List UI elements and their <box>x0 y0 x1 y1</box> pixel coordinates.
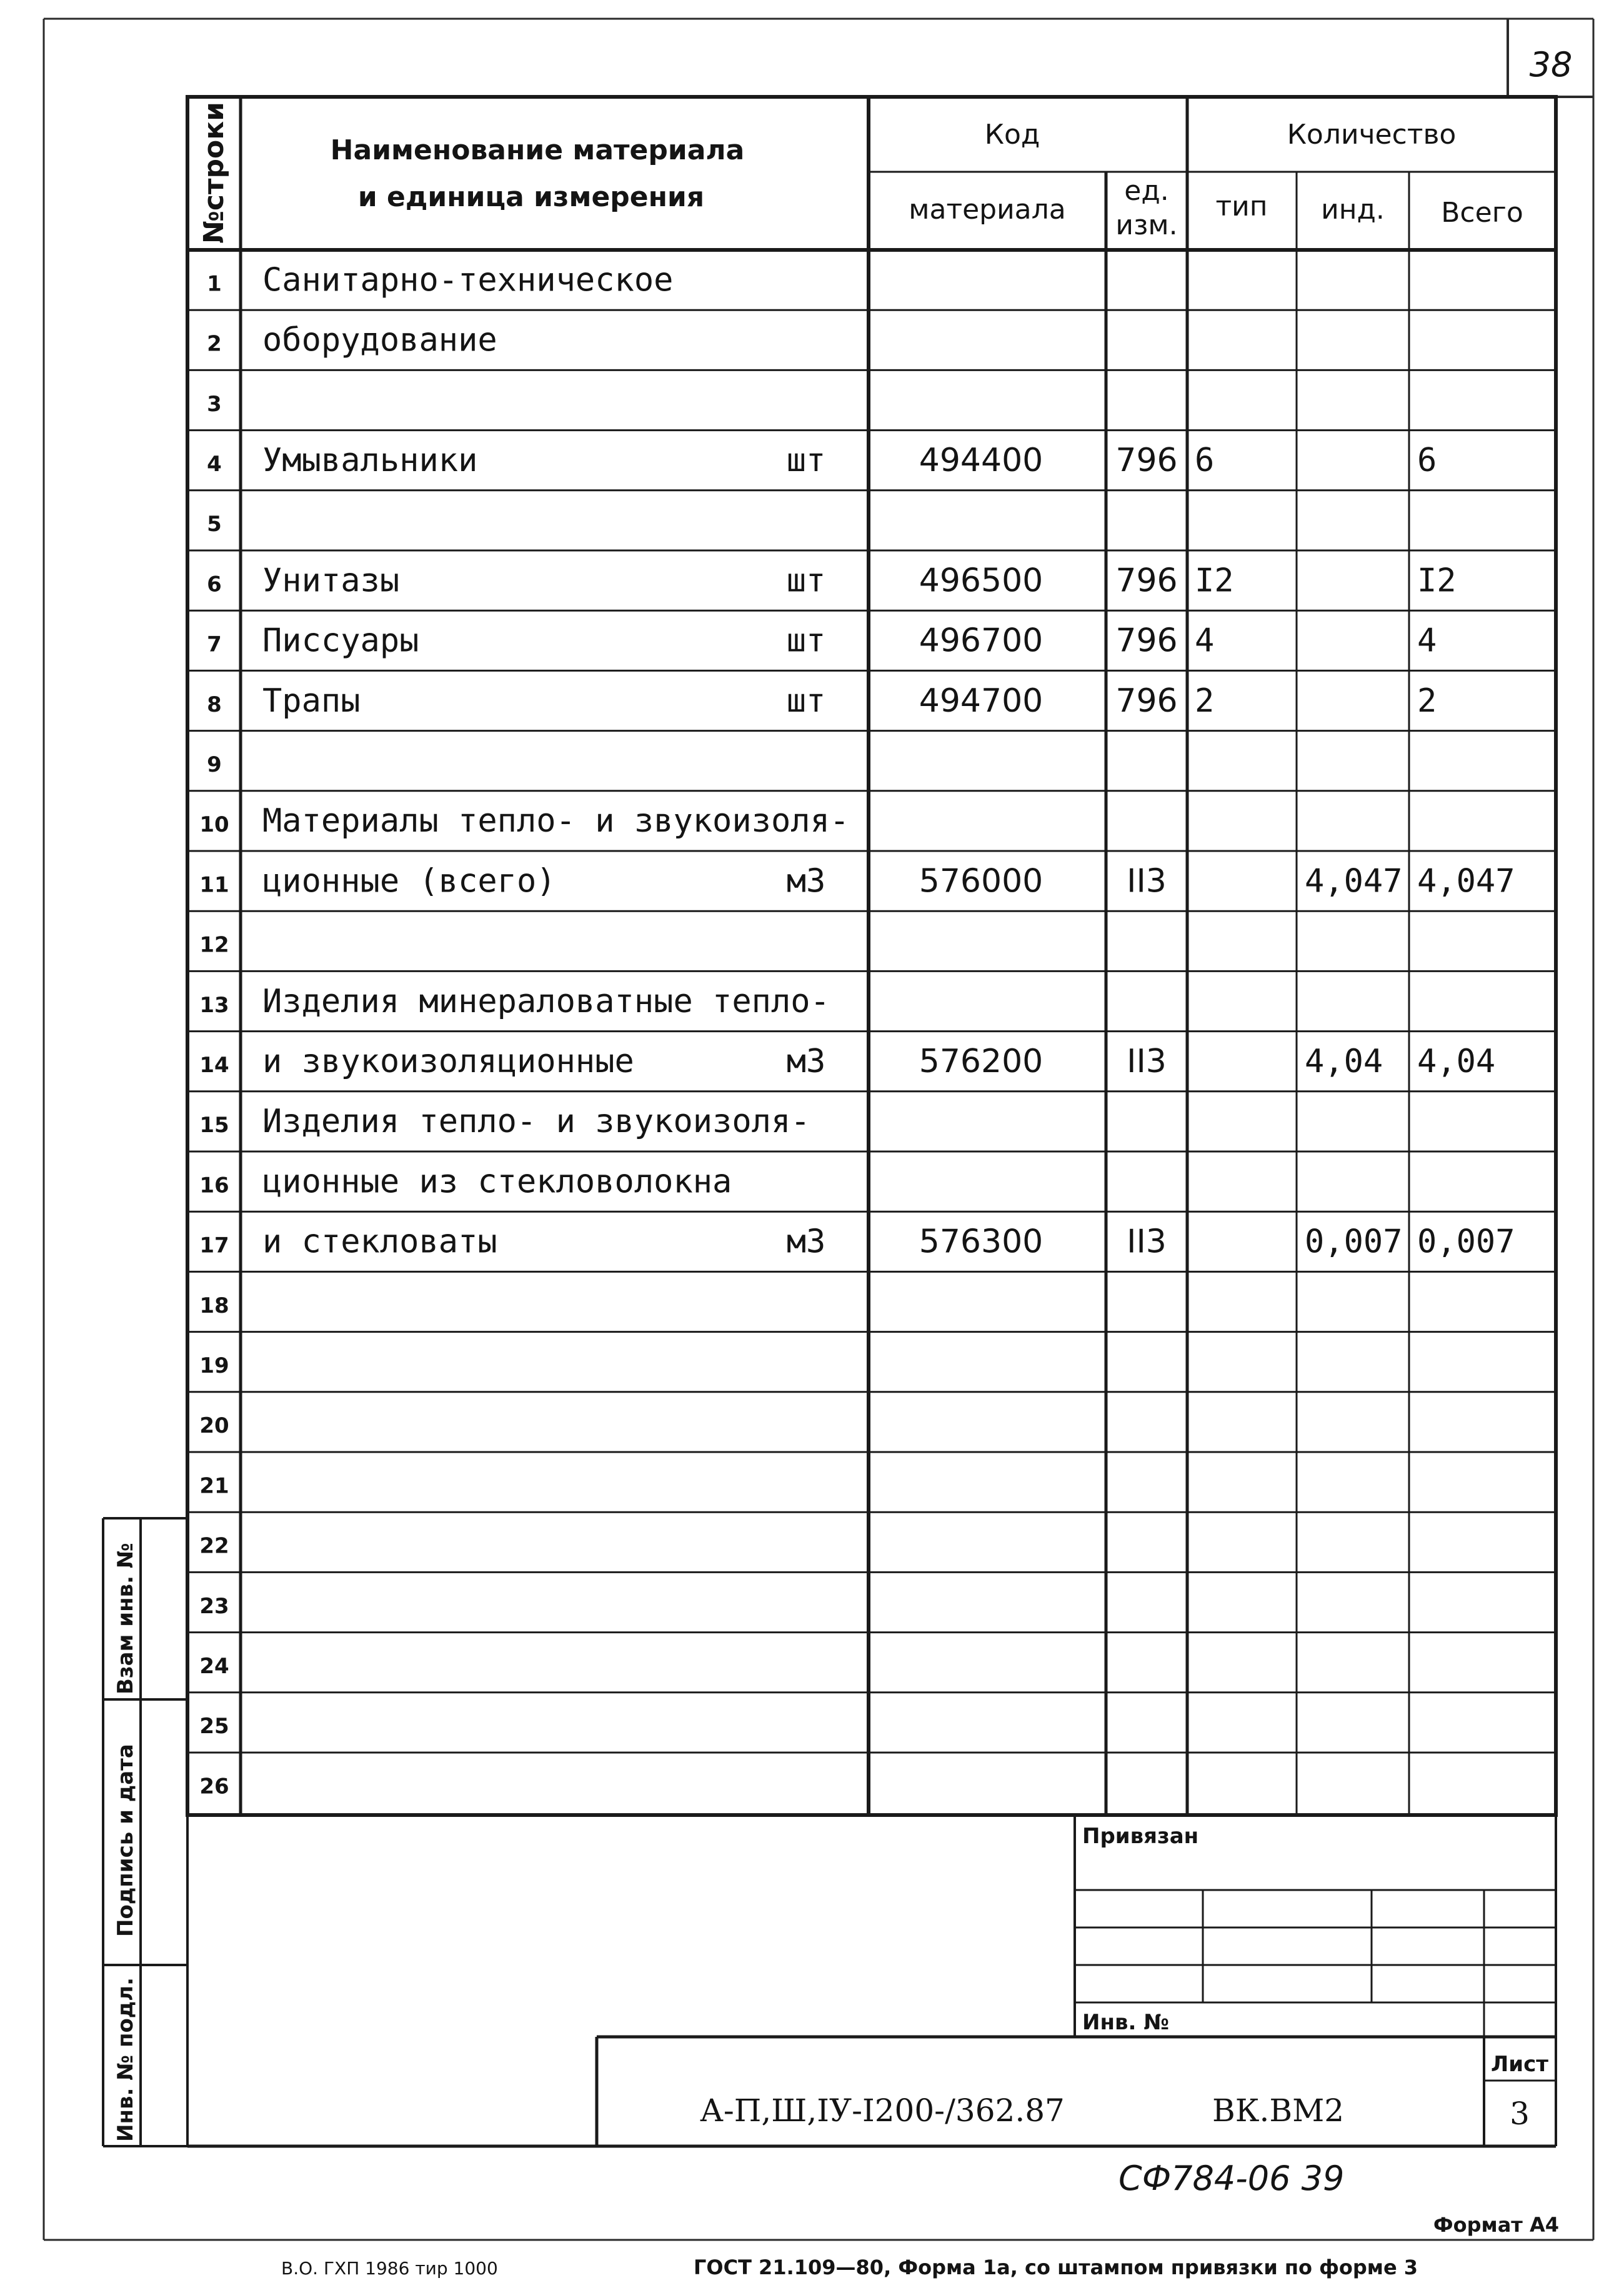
privyazan-label: Привязан <box>1082 1824 1199 1849</box>
footer-gost: ГОСТ 21.109—80, Форма 1а, со штампом привязки по форме 3 <box>694 2256 1418 2279</box>
document-code: ВК.ВМ2 <box>1212 2092 1345 2129</box>
unit-of-measure: шт <box>786 622 826 660</box>
unit-code: 796 <box>1115 682 1178 720</box>
table-row <box>199 802 849 840</box>
table-row <box>207 682 1437 720</box>
table-row <box>199 862 1515 900</box>
table-row <box>207 562 1456 599</box>
unit-code: 796 <box>1115 622 1178 660</box>
quantity-total: I2 <box>1417 562 1457 600</box>
unit-of-measure: м3 <box>786 862 826 900</box>
row-number: 13 <box>199 992 229 1018</box>
table-row <box>199 1594 229 1619</box>
unit-code: II3 <box>1127 1223 1167 1261</box>
row-number: 12 <box>199 932 229 958</box>
row-number: 2 <box>207 331 222 357</box>
table-row <box>199 1534 229 1559</box>
material-code: 576200 <box>919 1043 1044 1081</box>
sheet-number: 3 <box>1510 2096 1530 2132</box>
header-name-line2: и единица измерения <box>357 181 705 213</box>
row-number: 11 <box>199 872 229 898</box>
unit-of-measure: шт <box>786 682 826 720</box>
table-row <box>199 1774 229 1799</box>
material-code: 494700 <box>919 682 1044 720</box>
table-row <box>199 1473 229 1498</box>
table-row <box>199 1163 732 1200</box>
row-number: 26 <box>199 1774 229 1799</box>
material-name: оборудование <box>262 321 497 359</box>
row-number: 8 <box>207 692 222 717</box>
quantity-total: 4,04 <box>1417 1043 1496 1081</box>
row-number: 16 <box>199 1173 229 1198</box>
unit-code: 796 <box>1115 442 1178 480</box>
table-row <box>199 1654 229 1679</box>
document-designation: А-П,Ш,IУ-I200-/362.87 <box>700 2092 1065 2129</box>
material-name: и стекловаты <box>262 1223 497 1261</box>
quantity-total: 6 <box>1417 442 1437 480</box>
header-total: Всего <box>1441 197 1523 229</box>
row-number: 17 <box>199 1233 229 1258</box>
row-number: 1 <box>207 271 222 297</box>
table-row <box>199 1043 1495 1080</box>
page-number: 38 <box>1529 45 1573 84</box>
table-row <box>207 261 673 299</box>
quantity-total: 2 <box>1417 682 1437 720</box>
material-code: 496700 <box>919 622 1044 660</box>
row-number: 15 <box>199 1113 229 1138</box>
header-unit-line2: изм. <box>1115 209 1178 241</box>
row-number: 22 <box>199 1533 229 1559</box>
header-unit-line1: ед. <box>1124 175 1169 207</box>
table-row <box>207 752 222 777</box>
header-row-no: №строки <box>198 102 230 244</box>
unit-of-measure: шт <box>786 562 826 600</box>
table-row <box>207 512 222 537</box>
material-name: Унитазы <box>262 562 400 600</box>
side-podpis-label: Подпись и дата <box>113 1744 138 1937</box>
material-name: Умывальники <box>262 442 478 480</box>
material-code: 576000 <box>919 862 1044 900</box>
unit-code: 796 <box>1115 562 1178 600</box>
sheet-label: Лист <box>1491 2052 1548 2077</box>
header-code: Код <box>984 119 1040 151</box>
unit-code: II3 <box>1127 1043 1167 1081</box>
row-number: 24 <box>199 1654 229 1679</box>
quantity-ind: 4,04 <box>1305 1043 1383 1081</box>
material-name: Писсуары <box>262 622 419 660</box>
material-code: 576300 <box>919 1223 1044 1261</box>
table-row <box>199 1714 229 1739</box>
row-number: 4 <box>207 452 222 477</box>
header-quantity: Количество <box>1287 119 1457 151</box>
row-number: 21 <box>199 1473 229 1499</box>
material-name: Изделия минераловатные тепло- <box>262 982 830 1020</box>
unit-of-measure: шт <box>786 442 826 480</box>
inv-no-label: Инв. № <box>1082 2010 1170 2035</box>
quantity-total: 4,047 <box>1417 862 1515 900</box>
row-number: 20 <box>199 1413 229 1439</box>
material-name: ционные (всего) <box>262 862 556 900</box>
header-material: материала <box>909 194 1066 226</box>
table-row <box>207 442 1437 479</box>
material-name: Изделия тепло- и звукоизоля- <box>262 1103 810 1141</box>
table-body <box>199 261 1515 1799</box>
material-name: Санитарно-техническое <box>262 261 674 299</box>
material-name: и звукоизоляционные <box>262 1043 634 1081</box>
unit-of-measure: м3 <box>786 1223 826 1261</box>
table-row <box>199 1103 810 1140</box>
unit-code: II3 <box>1127 862 1167 900</box>
table-row <box>199 1353 229 1378</box>
material-name: Материалы тепло- и звукоизоля- <box>262 802 850 840</box>
material-name: ционные из стекловолокна <box>262 1163 732 1201</box>
row-number: 23 <box>199 1593 229 1619</box>
material-code: 494400 <box>919 442 1044 480</box>
table-row <box>207 622 1437 660</box>
row-number: 9 <box>207 752 222 778</box>
side-vzam-label: Взам инв. № <box>113 1543 138 1694</box>
row-number: 10 <box>199 812 229 838</box>
row-number: 5 <box>207 512 222 537</box>
unit-of-measure: м3 <box>786 1043 826 1081</box>
row-number: 7 <box>207 632 222 657</box>
quantity-total: 4 <box>1417 622 1437 660</box>
quantity-ind: 0,007 <box>1305 1223 1403 1261</box>
table-row <box>199 1293 229 1318</box>
row-number: 19 <box>199 1353 229 1379</box>
header-name-line1: Наименование материала <box>330 134 745 166</box>
side-inv-podl-label: Инв. № подл. <box>113 1977 138 2142</box>
row-number: 25 <box>199 1714 229 1739</box>
table-row <box>199 1413 229 1438</box>
quantity-type: 2 <box>1195 682 1215 720</box>
table-row <box>199 933 229 958</box>
quantity-type: I2 <box>1195 562 1234 600</box>
quantity-ind: 4,047 <box>1305 862 1403 900</box>
row-number: 3 <box>207 391 222 417</box>
footer-printer: В.О. ГХП 1986 тир 1000 <box>281 2258 498 2279</box>
quantity-type: 4 <box>1195 622 1215 660</box>
table-row <box>207 392 222 417</box>
material-code: 496500 <box>919 562 1044 600</box>
row-number: 6 <box>207 572 222 597</box>
table-header <box>198 102 1523 244</box>
header-ind: инд. <box>1321 194 1385 226</box>
material-name: Трапы <box>262 682 361 720</box>
header-type: тип <box>1215 191 1268 222</box>
table-row <box>207 322 497 359</box>
row-lines <box>187 310 1556 1753</box>
table-row <box>199 1223 1515 1261</box>
table-row <box>199 983 830 1020</box>
archive-number: СФ784-06 39 <box>1118 2159 1345 2198</box>
quantity-type: 6 <box>1195 442 1215 480</box>
row-number: 18 <box>199 1293 229 1318</box>
format-label: Формат А4 <box>1433 2213 1559 2237</box>
quantity-total: 0,007 <box>1417 1223 1515 1261</box>
row-number: 14 <box>199 1053 229 1078</box>
